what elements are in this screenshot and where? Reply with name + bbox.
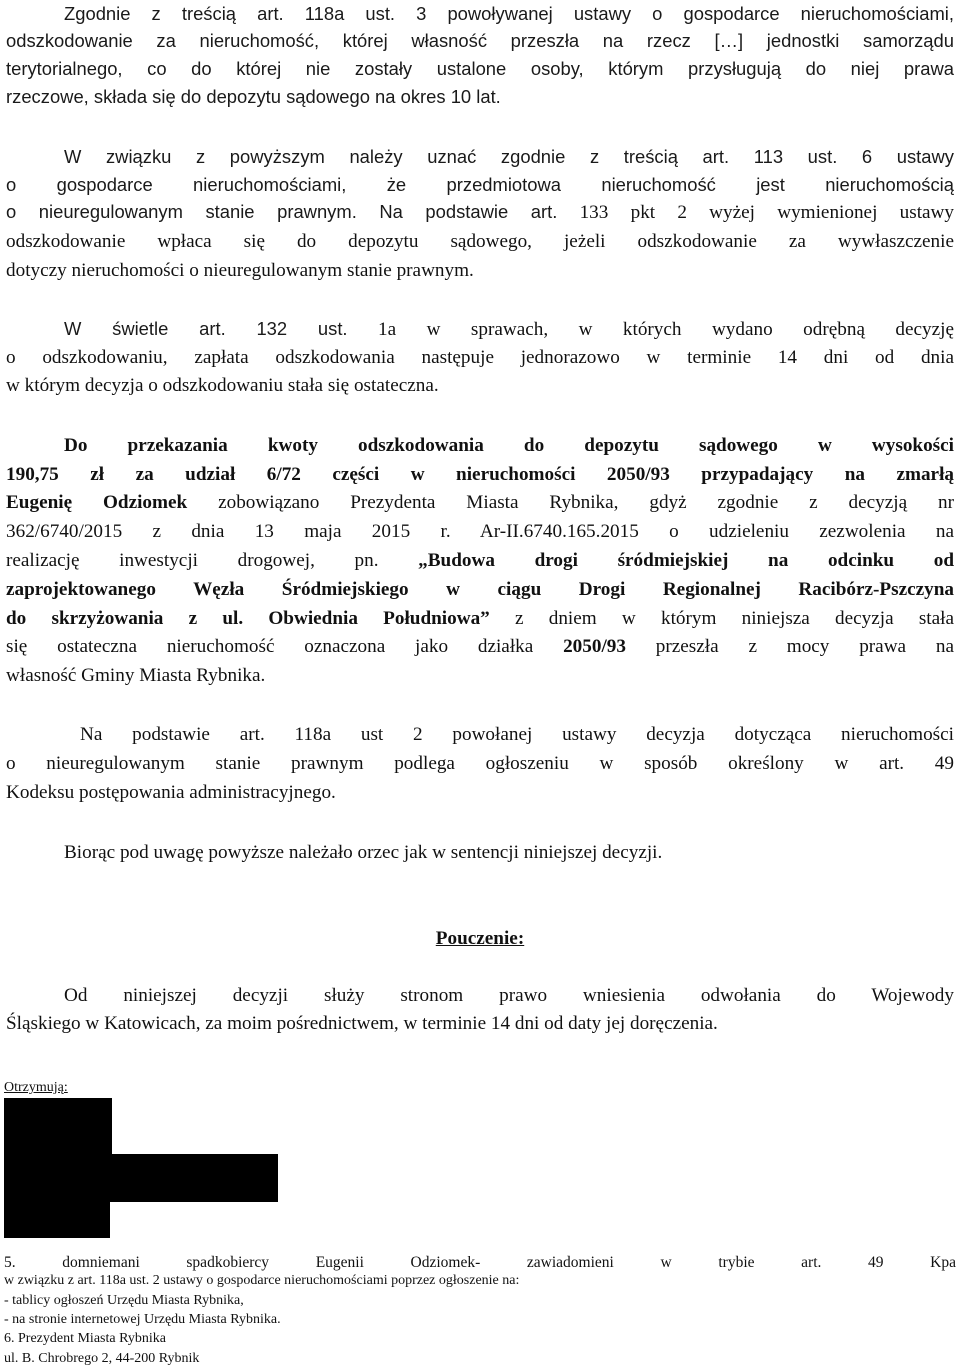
p4-line-7-bold: do skrzyżowania z ul. Obwiednia Południowa” [6,608,490,629]
p4-line-7 [6,609,954,628]
p2-line-3b: 133 pkt 2 wyżej wymienionej ustawy [557,202,954,223]
p4-line-6-bold: zaprojektowanego Węzła Śródmiejskiego w ciągu Drogi Regionalnej Racibórz-Pszczyna [6,579,954,600]
p4-line-5-bold: „Budowa drogi śródmiejskiej na odcinku od [418,550,954,571]
p1-line-3: terytorialnego, co do której nie zostały ustalone osoby, którym przysługują do niej prawa [6,58,954,79]
p4-line-5 [6,551,954,570]
p1-line-1: Zgodnie z treścią art. 118a ust. 3 powoływanej ustawy o gospodarce nieruchomościami, [64,3,954,24]
p6-line-1: Biorąc pod uwagę powyższe należało orzec jak w sentencji niniejszej decyzji. [64,842,663,863]
p2-line-5: dotyczy nieruchomości o nieuregulowanym stanie prawnym. [6,260,474,281]
p4-line-3-bold: Eugenię Odziomek [6,492,188,513]
p5-line-3: Kodeksu postępowania administracyjnego. [6,782,336,803]
p1-line-4: rzeczowe, składa się do depozytu sądowego na okres 10 lat. [6,86,501,107]
redaction-block-1 [4,1098,112,1132]
p4-line-8-rest1: się ostateczna nieruchomość oznaczona jako działka [6,636,564,657]
p5-line-1: Na podstawie art. 118a ust 2 powołanej ustawy decyzja dotycząca nieruchomości [80,724,954,745]
p4-line-1 [64,436,954,455]
pouczenie-title-text: Pouczenie: [435,928,525,949]
pouczenie-title [6,929,954,948]
p3-line-2: o odszkodowaniu, zapłata odszkodowania następuje jednorazowo w terminie 14 dni od dnia [6,347,954,368]
p4-line-8-rest2: przeszła z mocy prawa na [625,636,954,657]
p3-line-1a: W świetle art. 132 ust. [64,318,348,339]
recipient-item-5-line-4: - na stronie internetowej Urzędu Miasta Rybnika. [4,1312,281,1327]
recipient-item-6-line-2: ul. B. Chrobrego 2, 44-200 Rybnik [4,1351,200,1366]
p4-line-3-rest: zobowiązano Prezydenta Miasta Rybnika, gdyż zgodnie z decyzją nr [187,492,954,513]
p4-line-8-bold: 2050/93 [563,636,626,657]
redaction-block-2 [4,1132,112,1154]
p2-line-3a: o nieuregulowanym stanie prawnym. Na podstawie art. [6,201,558,222]
p1-line-2: odszkodowanie za nieruchomość, której własność przeszła na rzecz […] jednostki samorządu [6,30,954,51]
recipient-item-5-line-2: w związku z art. 118a ust. 2 ustawy o gospodarce nieruchomościami poprzez ogłoszenie na: [4,1273,520,1288]
p4-line-7-rest: z dniem w którym niniejsza decyzja stała [489,608,954,629]
redaction-block-3 [4,1154,278,1202]
recipient-item-5-line-1: 5. domniemani spadkobiercy Eugenii Odziomek- zawiadomieni w trybie art. 49 Kpa [4,1254,956,1271]
p2-line-4: odszkodowanie wpłaca się do depozytu sądowego, jeżeli odszkodowanie za wywłaszczenie [6,231,954,252]
p4-line-4: 362/6740/2015 z dnia 13 maja 2015 r. Ar-II.6740.165.2015 o udzieleniu zezwolenia na [6,521,954,542]
recipient-item-5-line-3: - tablicy ogłoszeń Urzędu Miasta Rybnika, [4,1293,244,1308]
recipient-item-6-line-1: 6. Prezydent Miasta Rybnika [4,1331,166,1346]
p4-line-9: własność Gminy Miasta Rybnika. [6,665,266,686]
recipients-heading [4,1081,68,1095]
p2-line-2: o gospodarce nieruchomościami, że przedmiotowa nieruchomość jest nieruchomością [6,174,954,195]
recipients-heading-text: Otrzymują: [4,1080,68,1095]
pouczenie-line-2: Śląskiego w Katowicach, za moim pośrednictwem, w terminie 14 dni od daty jej doręczenia. [6,1013,718,1034]
p3-line-3: w którym decyzja o odszkodowaniu stała się ostateczna. [6,375,439,396]
p5-line-2: o nieuregulowanym stanie prawnym podlega ogłoszeniu w sposób określony w art. 49 [6,753,954,774]
p4-line-2 [6,465,954,484]
p2-line-1: W związku z powyższym należy uznać zgodnie z treścią art. 113 ust. 6 ustawy [64,146,954,167]
p4-line-2-bold: 190,75 zł za udział 6/72 części w nieruchomości 2050/93 przypadający na zmarłą [6,464,954,485]
redaction-block-4 [4,1202,110,1238]
p4-line-8 [6,637,954,656]
p4-line-6 [6,580,954,599]
p3-line-1b: 1a w sprawach, w których wydano odrębną decyzję [347,319,954,340]
p4-line-1-bold: Do przekazania kwoty odszkodowania do depozytu sądowego w wysokości [64,435,954,456]
p2-line-3 [6,203,954,222]
pouczenie-line-1: Od niniejszej decyzji służy stronom prawo wniesienia odwołania do Wojewody [64,985,954,1006]
p4-line-3 [6,493,954,512]
p4-line-5-rest: realizację inwestycji drogowej, pn. [6,550,419,571]
p3-line-1 [64,320,954,339]
